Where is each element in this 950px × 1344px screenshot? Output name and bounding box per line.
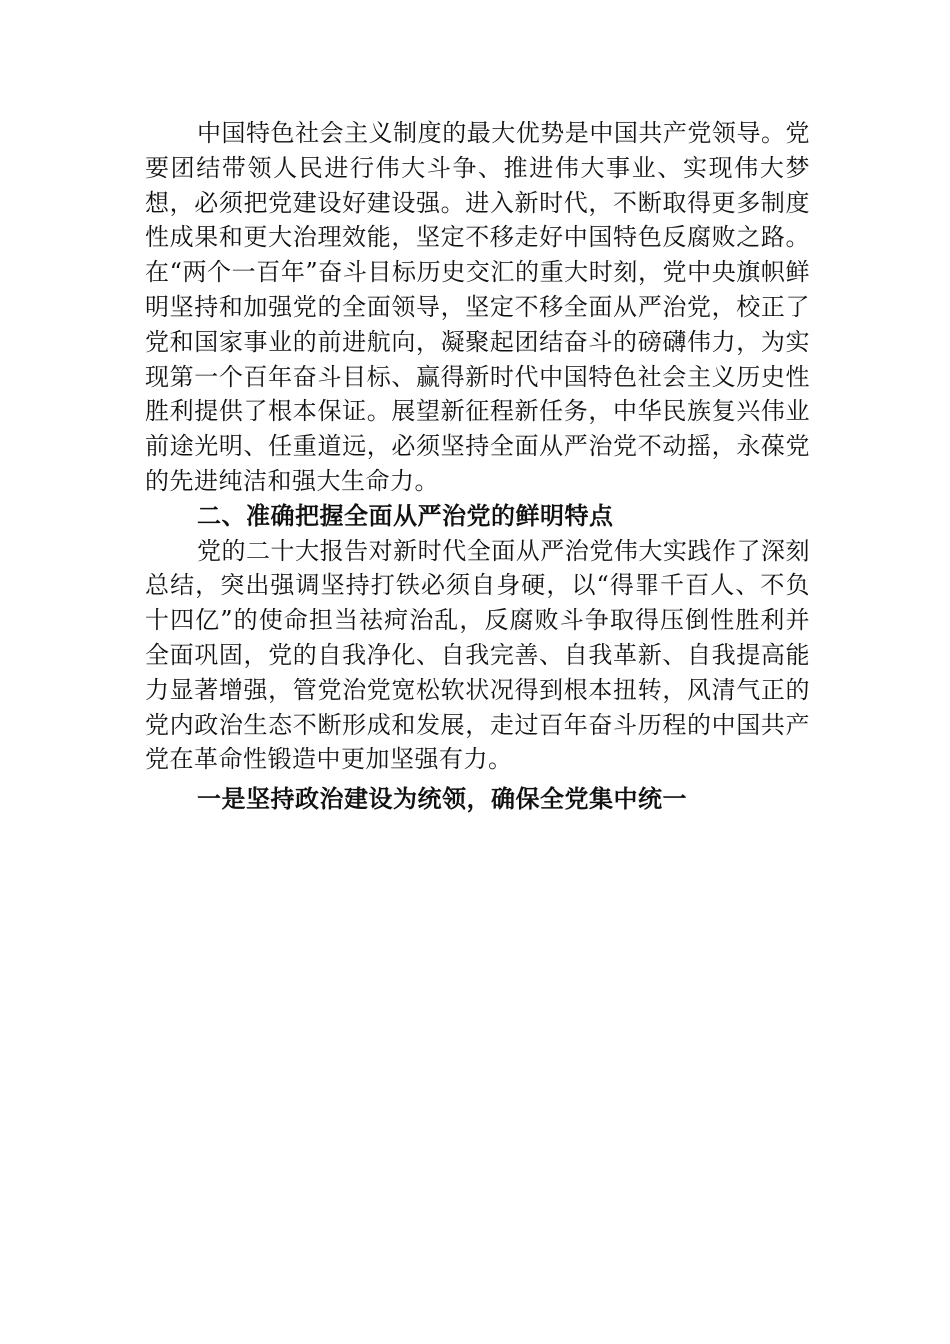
subsection-heading: 一是坚持政治建设为统领，确保全党集中统一	[197, 785, 687, 814]
document-body	[145, 116, 810, 817]
body-paragraph: 中国特色社会主义制度的最大优势是中国共产党领导。党要团结带领人民进行伟大斗争、推进伟大事业、实现伟大梦想，必须把党建设好建设强。进入新时代，不断取得更多制度性成果和更大治理效能，坚定不移走好中国特色反腐败之路。在“两个一百年”奋斗目标历史交汇的重大时刻，党中央旗帜鲜明坚持和加强党的全面领导，坚定不移全面从严治党，校正了党和国家事业的前进航向，凝聚起团结奋斗的磅礴伟力，为实现第一个百年奋斗目标、赢得新时代中国特色社会主义历史性胜利提供了根本保证。展望新征程新任务，中华民族复兴伟业前途光明、任重道远，必须坚持全面从严治党不动摇，永葆党的先进纯洁和强大生命力。	[145, 119, 810, 495]
body-paragraph: 党的二十大报告对新时代全面从严治党伟大实践作了深刻总结，突出强调坚持打铁必须自身硬，以“得罪千百人、不负十四亿”的使命担当祛疴治乱，反腐败斗争取得压倒性胜利并全面巩固，党的自我净化、自我完善、自我革新、自我提高能力显著增强，管党治党宽松软状况得到根本扭转，风清气正的党内政治生态不断形成和发展，走过百年奋斗历程的中国共产党在革命性锻造中更加坚强有力。	[145, 536, 810, 774]
section-heading: 二、准确把握全面从严治党的鲜明特点	[197, 501, 614, 530]
